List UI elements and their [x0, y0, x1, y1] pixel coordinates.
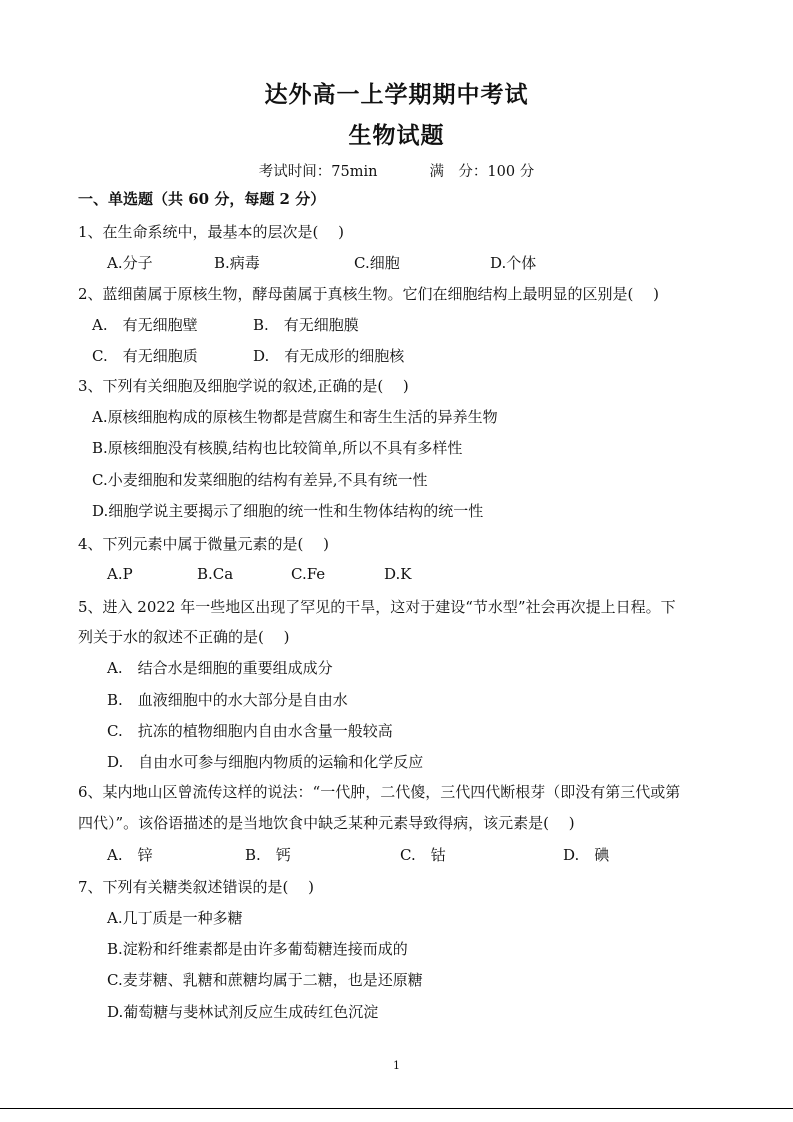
q6-option-d: D. 碘 [563, 846, 610, 864]
exam-info [0, 160, 793, 181]
q5-option-a: A. 结合水是细胞的重要组成成分 [107, 659, 333, 677]
q4-option-b: B.Ca [197, 565, 234, 583]
q1-option-b: B.病毒 [214, 254, 260, 272]
q7-option-d: D.葡萄糖与斐林试剂反应生成砖红色沉淀 [107, 1003, 379, 1021]
full-score: 满 分：100 分 [429, 164, 535, 180]
question-6-stem-line2: 四代）”。该俗语描述的是当地饮食中缺乏某种元素导致得病，该元素是( ) [78, 814, 575, 832]
question-6-stem-line1: 6、某内地山区曾流传这样的说法：“一代肿，二代傻，三代四代断根芽（即没有第三代或第 [78, 783, 681, 801]
question-3-stem: 3、下列有关细胞及细胞学说的叙述,正确的是( ) [78, 377, 409, 395]
q3-option-b: B.原核细胞没有核膜,结构也比较简单,所以不具有多样性 [92, 439, 463, 457]
section-heading: 一、单选题（共 60 分，每题 2 分） [78, 190, 326, 208]
q2-option-b: B. 有无细胞膜 [253, 316, 359, 334]
question-5-stem-line1: 5、进入 2022 年一些地区出现了罕见的干旱，这对于建设“节水型”社会再次提上日程。下 [78, 598, 676, 616]
q6-option-a: A. 锌 [107, 846, 153, 864]
q2-option-c: C. 有无细胞质 [92, 347, 198, 365]
exam-subtitle: 生物试题 [348, 122, 445, 149]
exam-time: 考试时间：75min [258, 164, 378, 180]
q3-option-a: A.原核细胞构成的原核生物都是营腐生和寄生生活的异养生物 [92, 408, 498, 426]
q7-option-a: A.几丁质是一种多糖 [107, 909, 243, 927]
q5-option-d: D. 自由水可参与细胞内物质的运输和化学反应 [107, 753, 424, 771]
q2-option-d: D. 有无成形的细胞核 [253, 347, 405, 365]
page-bottom-rule [0, 1108, 793, 1109]
page-number: 1 [393, 1059, 400, 1072]
question-5-stem-line2: 列关于水的叙述不正确的是( ) [78, 628, 290, 646]
q1-option-a: A.分子 [107, 254, 153, 272]
q5-option-b: B. 血液细胞中的水大部分是自由水 [107, 691, 348, 709]
q2-option-a: A. 有无细胞壁 [92, 316, 198, 334]
q5-option-c: C. 抗冻的植物细胞内自由水含量一般较高 [107, 722, 393, 740]
q3-option-c: C.小麦细胞和发菜细胞的结构有差异,不具有统一性 [92, 471, 428, 489]
q1-option-d: D.个体 [490, 254, 537, 272]
q6-option-b: B. 钙 [245, 846, 291, 864]
q4-option-d: D.K [384, 565, 412, 583]
q6-option-c: C. 钴 [400, 846, 446, 864]
q4-option-a: A.P [107, 565, 133, 583]
question-1-stem: 1、在生命系统中，最基本的层次是( ) [78, 223, 345, 241]
q7-option-c: C.麦芽糖、乳糖和蔗糖均属于二糖，也是还原糖 [107, 971, 423, 989]
q3-option-d: D.细胞学说主要揭示了细胞的统一性和生物体结构的统一性 [92, 502, 484, 520]
exam-title: 达外高一上学期期中考试 [264, 81, 529, 108]
q4-option-c: C.Fe [291, 565, 326, 583]
question-7-stem: 7、下列有关糖类叙述错误的是( ) [78, 878, 315, 896]
q7-option-b: B.淀粉和纤维素都是由许多葡萄糖连接而成的 [107, 940, 408, 958]
question-4-stem: 4、下列元素中属于微量元素的是( ) [78, 535, 330, 553]
q1-option-c: C.细胞 [354, 254, 400, 272]
question-2-stem: 2、蓝细菌属于原核生物，酵母菌属于真核生物。它们在细胞结构上最明显的区别是( ) [78, 285, 660, 303]
